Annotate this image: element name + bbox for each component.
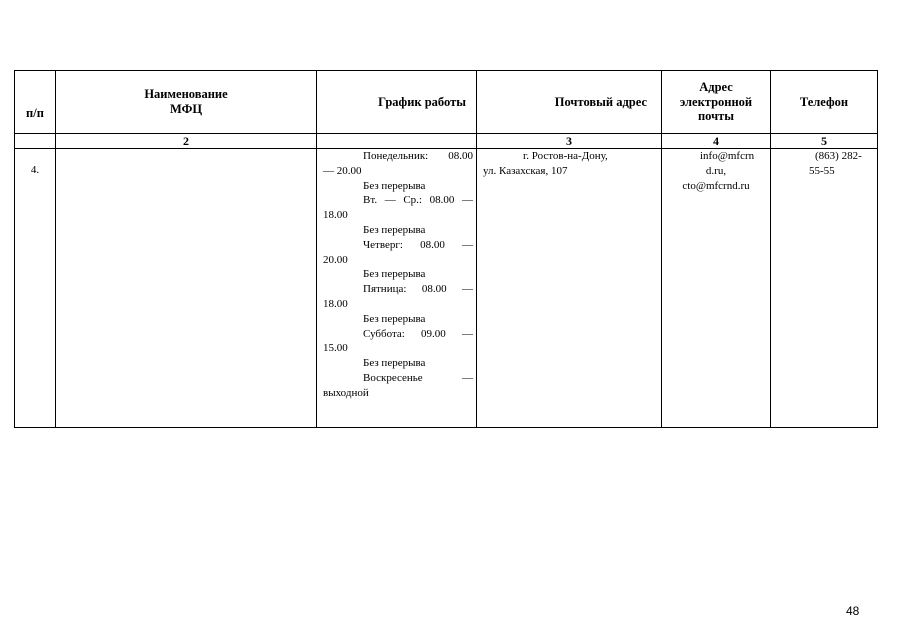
schedule-line: Пятница: 08.00 — xyxy=(363,283,473,296)
header-email: Адрес электронной почты xyxy=(662,71,771,134)
header-address: Почтовый адрес xyxy=(477,71,662,134)
row-address xyxy=(477,149,662,428)
mfc-table xyxy=(14,70,878,428)
address-line: ул. Казахская, 107 xyxy=(483,164,568,177)
schedule-line: — 20.00 xyxy=(323,164,362,177)
schedule-line: Без перерыва xyxy=(363,268,426,281)
row-email xyxy=(662,149,771,428)
column-number: 3 xyxy=(477,134,662,149)
column-number-row xyxy=(15,134,878,149)
page-number: 48 xyxy=(846,604,860,618)
address-line: г. Ростов-на-Дону, xyxy=(523,150,608,162)
schedule-line: Понедельник: 08.00 xyxy=(363,150,473,162)
schedule-line: Четверг: 08.00 — xyxy=(363,238,473,251)
column-number xyxy=(15,134,56,149)
email-line: d.ru, xyxy=(705,164,727,177)
header-name: Наименование МФЦ xyxy=(56,71,317,134)
email-line: cto@mfcrnd.ru xyxy=(682,179,750,192)
phone-line: (863) 282- xyxy=(815,150,862,162)
schedule-line: Суббота: 09.00 — xyxy=(363,327,473,340)
schedule-line: 18.00 xyxy=(323,297,348,310)
column-number: 4 xyxy=(662,134,771,149)
schedule-line: 15.00 xyxy=(323,342,348,355)
row-name xyxy=(56,149,317,428)
table-row xyxy=(15,149,878,428)
schedule-line: Вт. — Ср.: 08.00 — xyxy=(363,194,473,207)
schedule-line: 20.00 xyxy=(323,253,348,266)
schedule-line: Без перерыва xyxy=(363,312,426,325)
schedule-line: 18.00 xyxy=(323,209,348,222)
schedule-line: Без перерыва xyxy=(363,179,426,192)
row-num: 4. xyxy=(15,149,56,428)
header-phone: Телефон xyxy=(771,71,878,134)
column-number xyxy=(317,134,477,149)
header-row xyxy=(15,71,878,134)
header-schedule: График работы xyxy=(317,71,477,134)
schedule-line: Без перерыва xyxy=(363,223,426,236)
email-line: info@mfcrn xyxy=(700,150,755,162)
phone-line: 55-55 xyxy=(809,164,835,177)
row-schedule xyxy=(317,149,477,428)
column-number: 5 xyxy=(771,134,878,149)
schedule-line: выходной xyxy=(323,386,369,399)
header-num: п/п xyxy=(15,71,56,134)
schedule-line: Без перерыва xyxy=(363,357,426,370)
column-number: 2 xyxy=(56,134,317,149)
row-phone xyxy=(771,149,878,428)
schedule-line: Воскресенье — xyxy=(363,371,473,384)
